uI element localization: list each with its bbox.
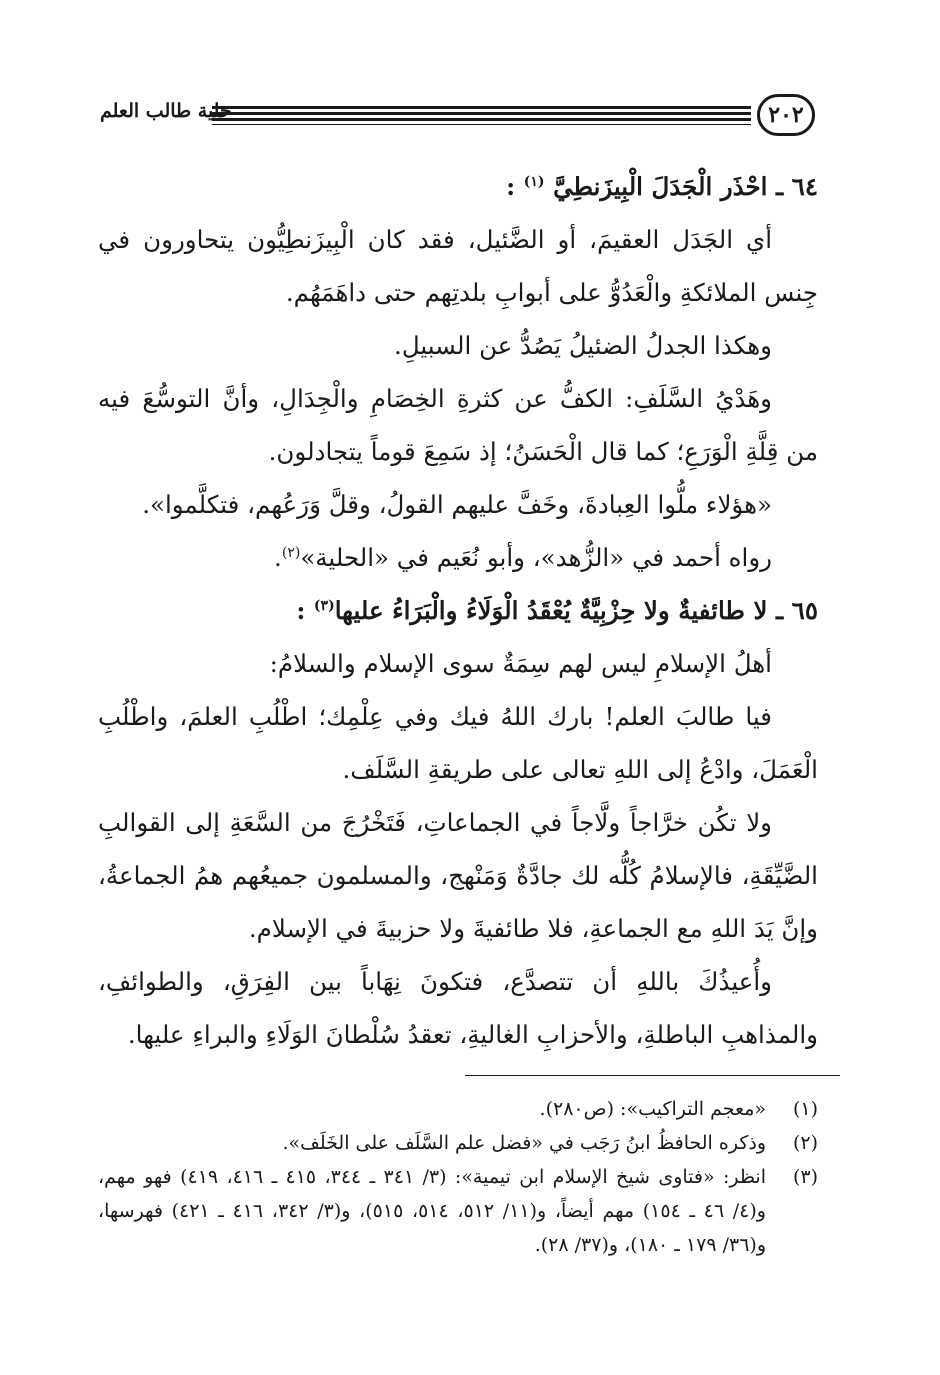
section-heading-64 xyxy=(98,160,818,213)
footnote-item xyxy=(98,1092,818,1126)
footnote-mark: (٣) xyxy=(792,1166,818,1188)
paragraph: وهكذا الجدلُ الضئيلُ يَصُدُّ عن السبيلِ. xyxy=(394,331,772,360)
page-number: ٢٠٢ xyxy=(757,94,815,136)
footnote-text: انظر: «فتاوى شيخ الإسلام ابن تيمية»: (٣/ ٣٤١ ـ ٣٤٤، ٤١٥ ـ ٤١٦، ٤١٩) فهو مهم، و(٤/ ٤٦ ـ ١٥٤) مهم أيضاً، و(١١/ ٥١٢، ٥١٤، ٥١٥)، و(٣/ ٣٤٢، ٤١٦ ـ ٤٢١) فهرسها، و(٣٦/ ١٧٩ ـ ١٨٠)، و(٣٧/ ٢٨). xyxy=(98,1166,766,1256)
footnote-ref: (٣) xyxy=(313,597,335,614)
heading-colon: : xyxy=(506,172,516,201)
footnote-text: وذكره الحافظُ ابنُ رَجَب في «فضل علم السَّلَف على الخَلَف». xyxy=(282,1132,766,1154)
header-rule xyxy=(212,106,751,109)
citation-tail: . xyxy=(274,543,282,572)
heading-text: ٦٥ ـ لا طائفيةٌ ولا حِزْبِيَّةٌ يُعْقَدُ الْوَلَاءُ والْبَرَاءُ عليها xyxy=(334,596,818,625)
header-rule xyxy=(212,124,751,125)
heading-colon: : xyxy=(296,596,306,625)
footnote-text: «معجم التراكيب»: (ص٢٨٠). xyxy=(539,1098,766,1120)
paragraph: وهَدْيُ السَّلَفِ: الكفُّ عن كثرةِ الخِصَامِ والْجِدَالِ، وأنَّ التوسُّعَ فيه من قِلَّةِ الْوَرَعِ؛ كما قال الْحَسَنُ؛ إذ سَمِعَ قوماً يتجادلون. xyxy=(98,384,818,466)
footnote-mark: (٢) xyxy=(792,1132,818,1154)
footnotes xyxy=(98,1092,818,1262)
main-text xyxy=(98,160,818,1061)
paragraph: وأُعيذُكَ باللهِ أن تتصدَّع، فتكونَ نِهَاباً بين الفِرَقِ، والطوائفِ، والمذاهبِ الباطلةِ، والأحزابِ الغاليةِ، تعقدُ سُلْطانَ الوَلَاءِ والبراءِ عليها. xyxy=(98,967,818,1049)
quote-paragraph: «هؤلاء ملُّوا العِبادةَ، وخَفَّ عليهم القولُ، وقلَّ وَرَعُهم، فتكلَّموا». xyxy=(142,490,772,519)
section-heading-65 xyxy=(98,584,818,637)
paragraph: ولا تكُن خرَّاجاً ولَّاجاً في الجماعاتِ، فَتَخْرُجَ من السَّعَةِ إلى القوالبِ الضَّيِّقَةِ، فالإسلامُ كُلُّه لك جادَّةٌ وَمَنْهج، والمسلمون جميعُهم همُ الجماعةُ، وإنَّ يَدَ اللهِ مع الجماعةِ، فلا طائفيةَ ولا حزبيةَ في الإسلام. xyxy=(98,808,818,943)
paragraph: فيا طالبَ العلم! بارك اللهُ فيك وفي عِلْمِك؛ اطْلُبِ العلمَ، واطْلُبِ الْعَمَلَ، وادْعُ إلى اللهِ تعالى على طريقةِ السَّلَف. xyxy=(98,702,818,784)
footnote-mark: (١) xyxy=(792,1098,818,1120)
citation-paragraph xyxy=(98,531,818,584)
header-rule xyxy=(212,118,751,121)
paragraph: أي الجَدَل العقيمَ، أو الضَّئيل، فقد كان الْبِيزَنطِيُّون يتحاورون في جِنس الملائكةِ والْعَدُوُّ على أبوابِ بلدتِهم حتى داهَمَهُم. xyxy=(98,225,818,307)
paragraph: أهلُ الإسلامِ ليس لهم سِمَةٌ سوى الإسلام والسلامُ: xyxy=(269,649,772,678)
citation-text: رواه أحمد في «الزُّهد»، وأبو نُعَيم في «الحلية» xyxy=(300,543,772,572)
heading-text: ٦٤ ـ احْذَر الْجَدَلَ الْبِيزَنطِيَّ xyxy=(553,172,818,201)
footnote-ref: (٢) xyxy=(281,544,301,561)
footnote-ref: (١) xyxy=(523,173,545,190)
footnote-separator xyxy=(465,1075,840,1076)
page-header xyxy=(100,92,815,152)
footnote-item xyxy=(98,1160,818,1262)
footnote-item xyxy=(98,1126,818,1160)
header-rule xyxy=(212,112,751,115)
running-book-title: حلية طالب العلم xyxy=(100,100,232,122)
